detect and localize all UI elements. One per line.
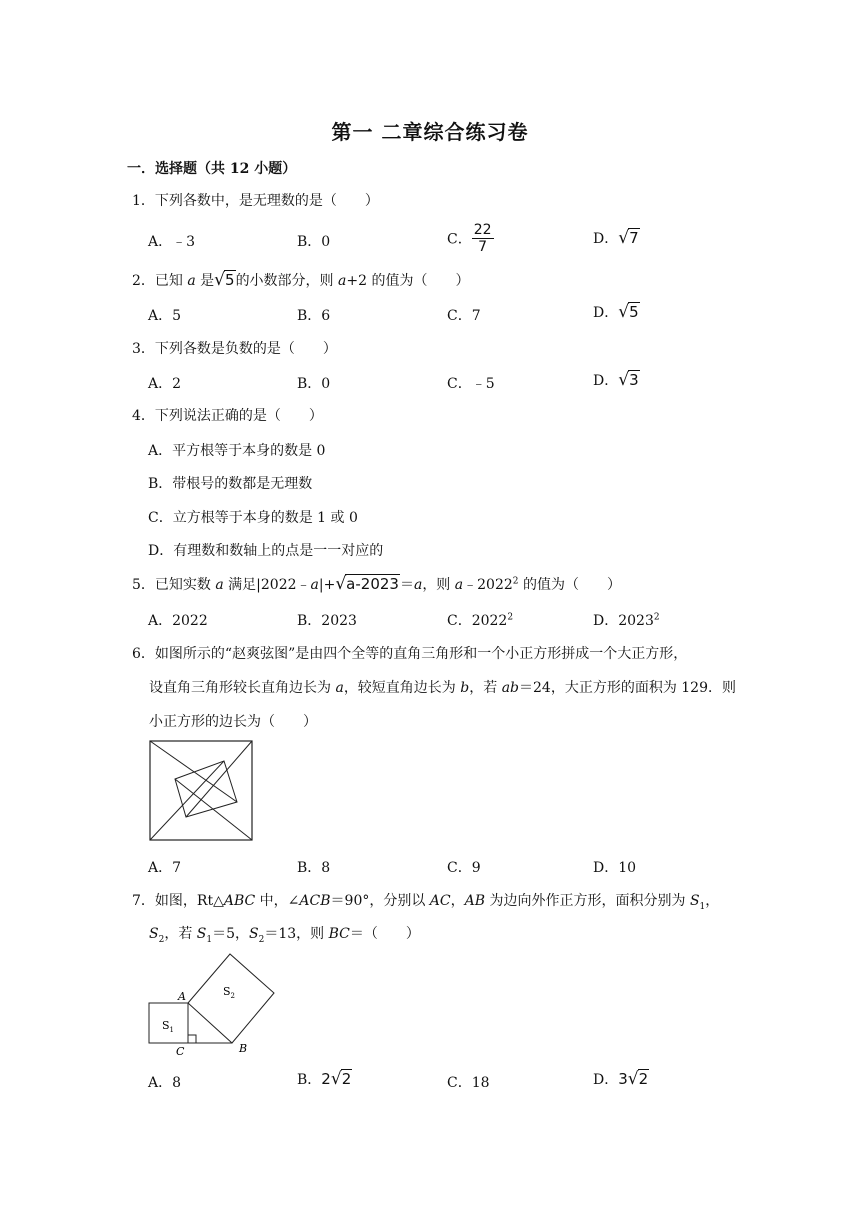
- q5-option-a[interactable]: A．2022: [148, 613, 208, 629]
- radicand: 2: [638, 1070, 649, 1088]
- label-s2-letter: S: [223, 985, 231, 998]
- q2-option-d[interactable]: [593, 302, 640, 322]
- sqrt-symbol: √a-2023: [335, 574, 399, 594]
- right-triangle-squares-diagram: [145, 950, 280, 1058]
- sqrt-symbol: √2: [627, 1069, 649, 1089]
- variable: a: [335, 680, 344, 696]
- q4-option-b[interactable]: B．带根号的数都是无理数: [148, 476, 313, 492]
- stem-text: ，若: [469, 680, 502, 696]
- option-label: D．: [593, 231, 619, 247]
- subscript: 2: [258, 934, 265, 945]
- label-a: A: [178, 990, 186, 1003]
- fraction: [472, 222, 494, 255]
- q3-option-b[interactable]: B．0: [297, 376, 331, 392]
- triangle-edge: [186, 741, 252, 817]
- zhao-shuang-diagram: [148, 739, 254, 842]
- variable: AC: [429, 893, 451, 909]
- stem-text: ，则: [422, 577, 455, 593]
- stem-text: 为边向外作正方形，面积分别为: [485, 893, 690, 909]
- question-5-stem: [132, 574, 621, 594]
- q2-option-b[interactable]: B．6: [297, 308, 331, 324]
- q1-option-d[interactable]: [593, 228, 640, 248]
- exponent: 2: [653, 612, 660, 623]
- label-s1-letter: S: [162, 1019, 170, 1032]
- stem-text: 2．已知: [132, 273, 188, 289]
- stem-text: 满足|2022﹣: [223, 577, 311, 593]
- q5-option-d[interactable]: [593, 610, 660, 630]
- section-heading: 一．选择题（共 12 小题）: [127, 161, 297, 177]
- exponent: 2: [507, 612, 514, 623]
- variable: a: [187, 273, 196, 289]
- question-4-stem: 4．下列说法正确的是（ ）: [132, 408, 323, 424]
- sqrt-symbol: √3: [618, 370, 639, 390]
- q3-option-c[interactable]: C．﹣5: [447, 376, 495, 392]
- q5-option-c[interactable]: [447, 610, 513, 630]
- q1-option-c[interactable]: [447, 222, 494, 255]
- stem-text: +2 的值为（ ）: [346, 273, 470, 289]
- label-s2-sub: 2: [230, 992, 236, 1000]
- option-label: D．: [593, 305, 619, 321]
- q4-option-c[interactable]: C．立方根等于本身的数是 1 或 0: [148, 510, 358, 526]
- stem-text: ＝5，: [212, 926, 250, 942]
- variable: a: [338, 273, 347, 289]
- outer-square: [150, 741, 252, 840]
- variable: S: [249, 926, 259, 942]
- stem-text: ，若: [164, 926, 197, 942]
- variable: ab: [501, 680, 519, 696]
- variable: ABC: [223, 893, 256, 909]
- radicand: 2: [341, 1070, 352, 1088]
- q2-option-a[interactable]: A．5: [148, 308, 182, 324]
- label-s2: [223, 985, 235, 1000]
- stem-text: ＝: [399, 577, 414, 593]
- triangle-edge: [175, 779, 252, 840]
- sqrt-symbol: √2: [330, 1069, 352, 1089]
- page-title: 第一 二章综合练习卷: [331, 120, 529, 144]
- label-s1-sub: 1: [169, 1026, 175, 1034]
- question-3-stem: 3．下列各数是负数的是（ ）: [132, 341, 337, 357]
- question-1-stem: 1．下列各数中，是无理数的是（ ）: [132, 193, 379, 209]
- variable: S: [196, 926, 207, 942]
- q7-option-d[interactable]: [593, 1069, 649, 1089]
- q7-option-b[interactable]: [297, 1069, 352, 1089]
- stem-text: ，: [705, 893, 720, 909]
- q2-option-c[interactable]: C．7: [447, 308, 481, 324]
- variable: a: [215, 577, 224, 593]
- radicand: a-2023: [346, 575, 399, 593]
- stem-text: ＝13，则: [264, 926, 329, 942]
- sqrt-symbol: √5: [214, 270, 235, 290]
- stem-text: 是: [195, 273, 215, 289]
- stem-text: 的小数部分，则: [235, 273, 339, 289]
- q3-option-a[interactable]: A．2: [148, 376, 182, 392]
- option-text: D．2023: [593, 613, 654, 629]
- exponent: 2: [512, 576, 519, 587]
- variable: AB: [464, 893, 486, 909]
- stem-text: 的值为（ ）: [518, 577, 621, 593]
- stem-text: 设直角三角形较长直角边长为: [149, 680, 336, 696]
- sqrt-symbol: √5: [618, 302, 639, 322]
- radicand: 3: [629, 371, 639, 389]
- variable: a: [310, 577, 319, 593]
- question-6-line-2: [149, 677, 736, 697]
- q1-option-b[interactable]: B．0: [297, 234, 331, 250]
- stem-text: ，较短直角边长为: [343, 680, 461, 696]
- question-7-line-2: [149, 923, 420, 943]
- stem-text: |+: [318, 577, 336, 593]
- option-label: C．: [447, 231, 472, 248]
- right-angle-mark: [188, 1035, 196, 1043]
- q1-option-a[interactable]: A．﹣3: [148, 234, 196, 250]
- variable: a: [413, 577, 423, 593]
- radicand: 5: [225, 271, 235, 289]
- variable: ACB: [299, 893, 331, 909]
- fraction-numerator: 22: [473, 222, 492, 238]
- coefficient: 3: [618, 1070, 628, 1088]
- subscript: 1: [206, 934, 213, 945]
- variable: S: [689, 893, 700, 909]
- stem-text: 5．已知实数: [132, 577, 216, 593]
- stem-text: ，: [450, 893, 465, 909]
- q4-option-d[interactable]: D．有理数和数轴上的点是一一对应的: [148, 543, 384, 559]
- q5-option-b[interactable]: B．2023: [297, 613, 357, 629]
- q3-option-d[interactable]: [593, 370, 640, 390]
- q7-option-a[interactable]: A．8: [148, 1075, 182, 1091]
- variable: b: [460, 680, 470, 696]
- stem-text: ＝24，大正方形的面积为 129．则: [519, 680, 736, 696]
- q6-option-b[interactable]: B．8: [297, 860, 331, 876]
- stem-text: ＝90°，分别以: [330, 893, 430, 909]
- question-6-line-3: 小正方形的边长为（ ）: [149, 714, 317, 730]
- sqrt-symbol: √7: [618, 228, 639, 248]
- q6-option-a[interactable]: A．7: [148, 860, 182, 876]
- label-s1: [162, 1019, 174, 1034]
- q4-option-a[interactable]: A．平方根等于本身的数是 0: [148, 443, 326, 459]
- question-6-line-1: 6．如图所示的“赵爽弦图”是由四个全等的直角三角形和一个小正方形拼成一个大正方形，: [132, 646, 688, 662]
- q6-option-d[interactable]: D．10: [593, 860, 637, 876]
- variable: a: [454, 577, 464, 593]
- label-c: C: [176, 1045, 185, 1058]
- option-label: D．: [593, 373, 619, 389]
- stem-text: ﹣2022: [463, 577, 513, 593]
- radicand: 7: [629, 229, 639, 247]
- stem-text: ＝（ ）: [349, 926, 420, 942]
- triangle-edge: [150, 761, 224, 840]
- coefficient: 2: [321, 1070, 331, 1088]
- option-label: D．: [593, 1072, 619, 1088]
- q7-option-c[interactable]: C．18: [447, 1075, 490, 1091]
- variable: S: [149, 926, 159, 942]
- subscript: 2: [158, 934, 165, 945]
- variable: BC: [328, 926, 350, 942]
- option-text: C．2022: [447, 613, 508, 629]
- subscript: 1: [699, 901, 706, 912]
- stem-text: 7．如图，Rt△: [132, 893, 224, 909]
- q6-option-c[interactable]: C．9: [447, 860, 481, 876]
- question-7-line-1: [132, 890, 719, 910]
- fraction-denominator: 7: [478, 239, 488, 255]
- option-label: B．: [297, 1072, 322, 1088]
- question-2-stem: [132, 270, 469, 290]
- radicand: 5: [629, 303, 639, 321]
- label-b: B: [239, 1042, 248, 1055]
- stem-text: 中，∠: [255, 893, 300, 909]
